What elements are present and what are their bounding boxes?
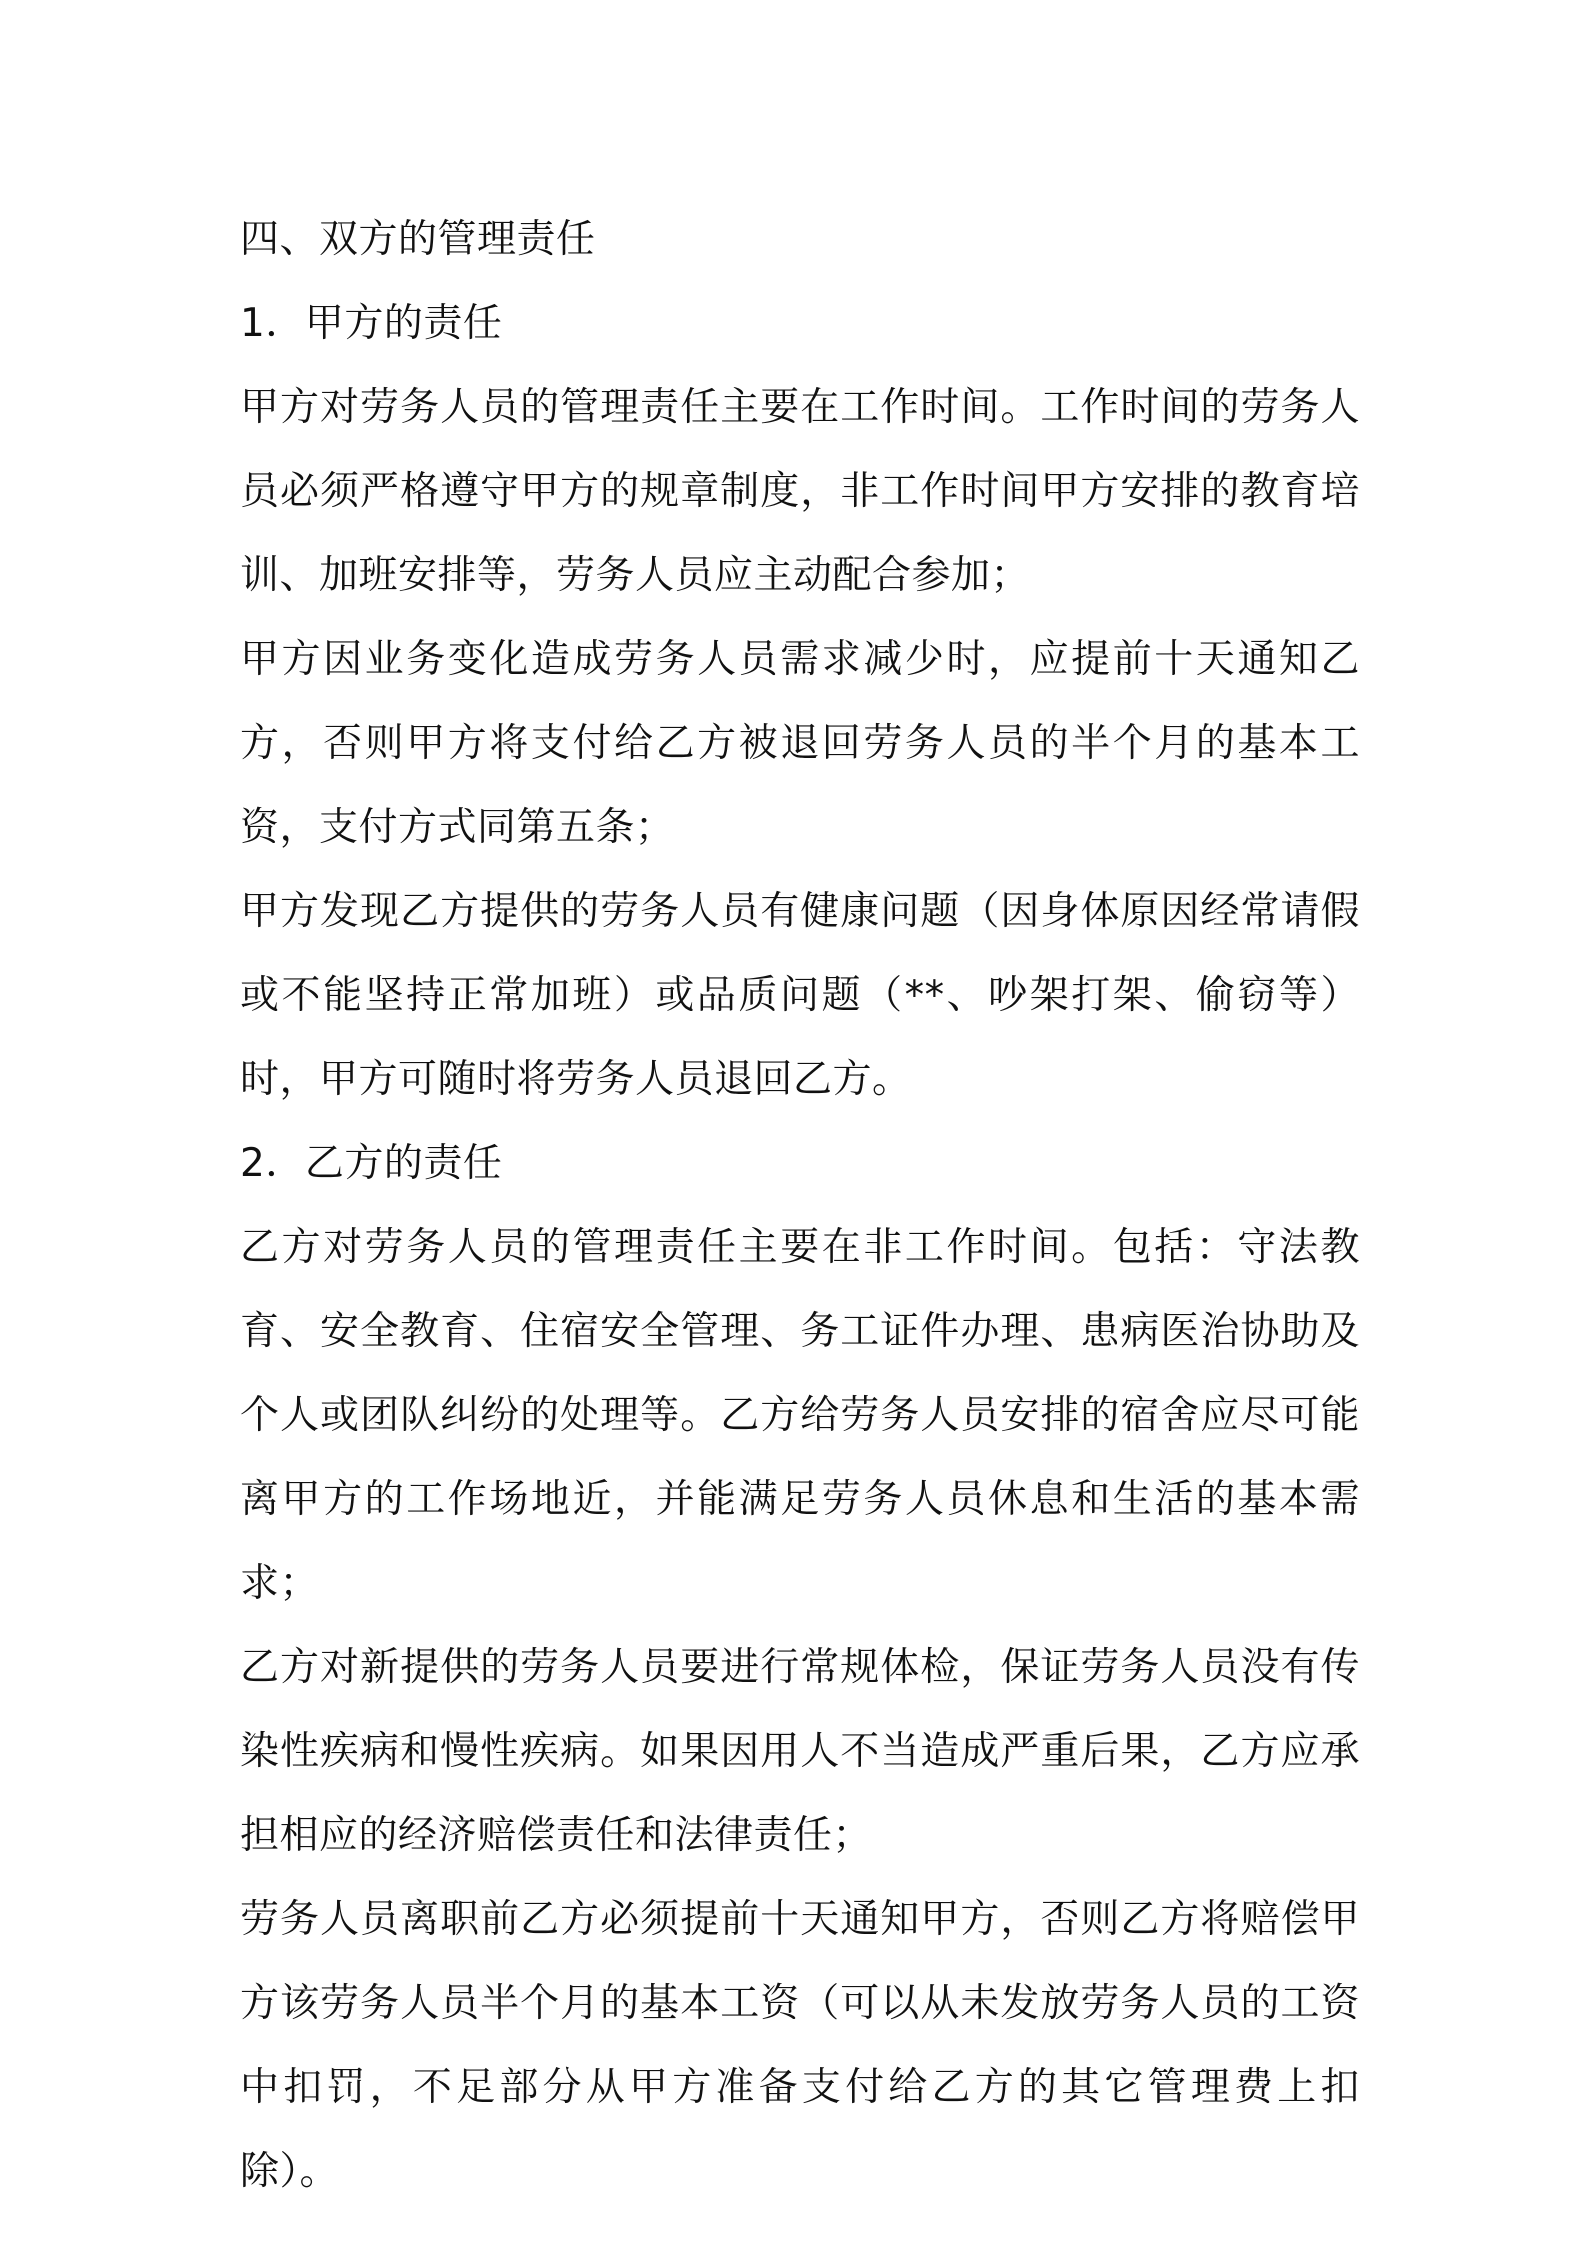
section-heading: 四、双方的管理责任 [240,217,596,262]
party-a-paragraph: 甲方因业务变化造成劳务人员需求减少时，应提前十天通知乙方，否则甲方将支付给乙方被退回劳务人员的半个月的基本工资，支付方式同第五条； [240,637,1360,850]
document-body [240,198,1360,2214]
party-b-paragraph: 乙方对新提供的劳务人员要进行常规体检，保证劳务人员没有传染性疾病和慢性疾病。如果因用人不当造成严重后果，乙方应承担相应的经济赔偿责任和法律责任； [240,1645,1360,1858]
party-b-paragraph: 劳务人员离职前乙方必须提前十天通知甲方，否则乙方将赔偿甲方该劳务人员半个月的基本工资（可以从未发放劳务人员的工资中扣罚，不足部分从甲方准备支付给乙方的其它管理费上扣除）。 [240,1897,1360,2194]
party-a-paragraph: 甲方发现乙方提供的劳务人员有健康问题（因身体原因经常请假或不能坚持正常加班）或品质问题（**、吵架打架、偷窃等）时，甲方可随时将劳务人员退回乙方。 [240,889,1360,1102]
party-a-heading: 1．甲方的责任 [240,301,503,346]
party-b-heading: 2．乙方的责任 [240,1141,503,1186]
party-a-paragraph: 甲方对劳务人员的管理责任主要在工作时间。工作时间的劳务人员必须严格遵守甲方的规章制度，非工作时间甲方安排的教育培训、加班安排等，劳务人员应主动配合参加； [240,385,1360,598]
party-b-paragraph: 乙方对劳务人员的管理责任主要在非工作时间。包括：守法教育、安全教育、住宿安全管理、务工证件办理、患病医治协助及个人或团队纠纷的处理等。乙方给劳务人员安排的宿舍应尽可能离甲方的工作场地近，并能满足劳务人员休息和生活的基本需求； [240,1225,1360,1606]
